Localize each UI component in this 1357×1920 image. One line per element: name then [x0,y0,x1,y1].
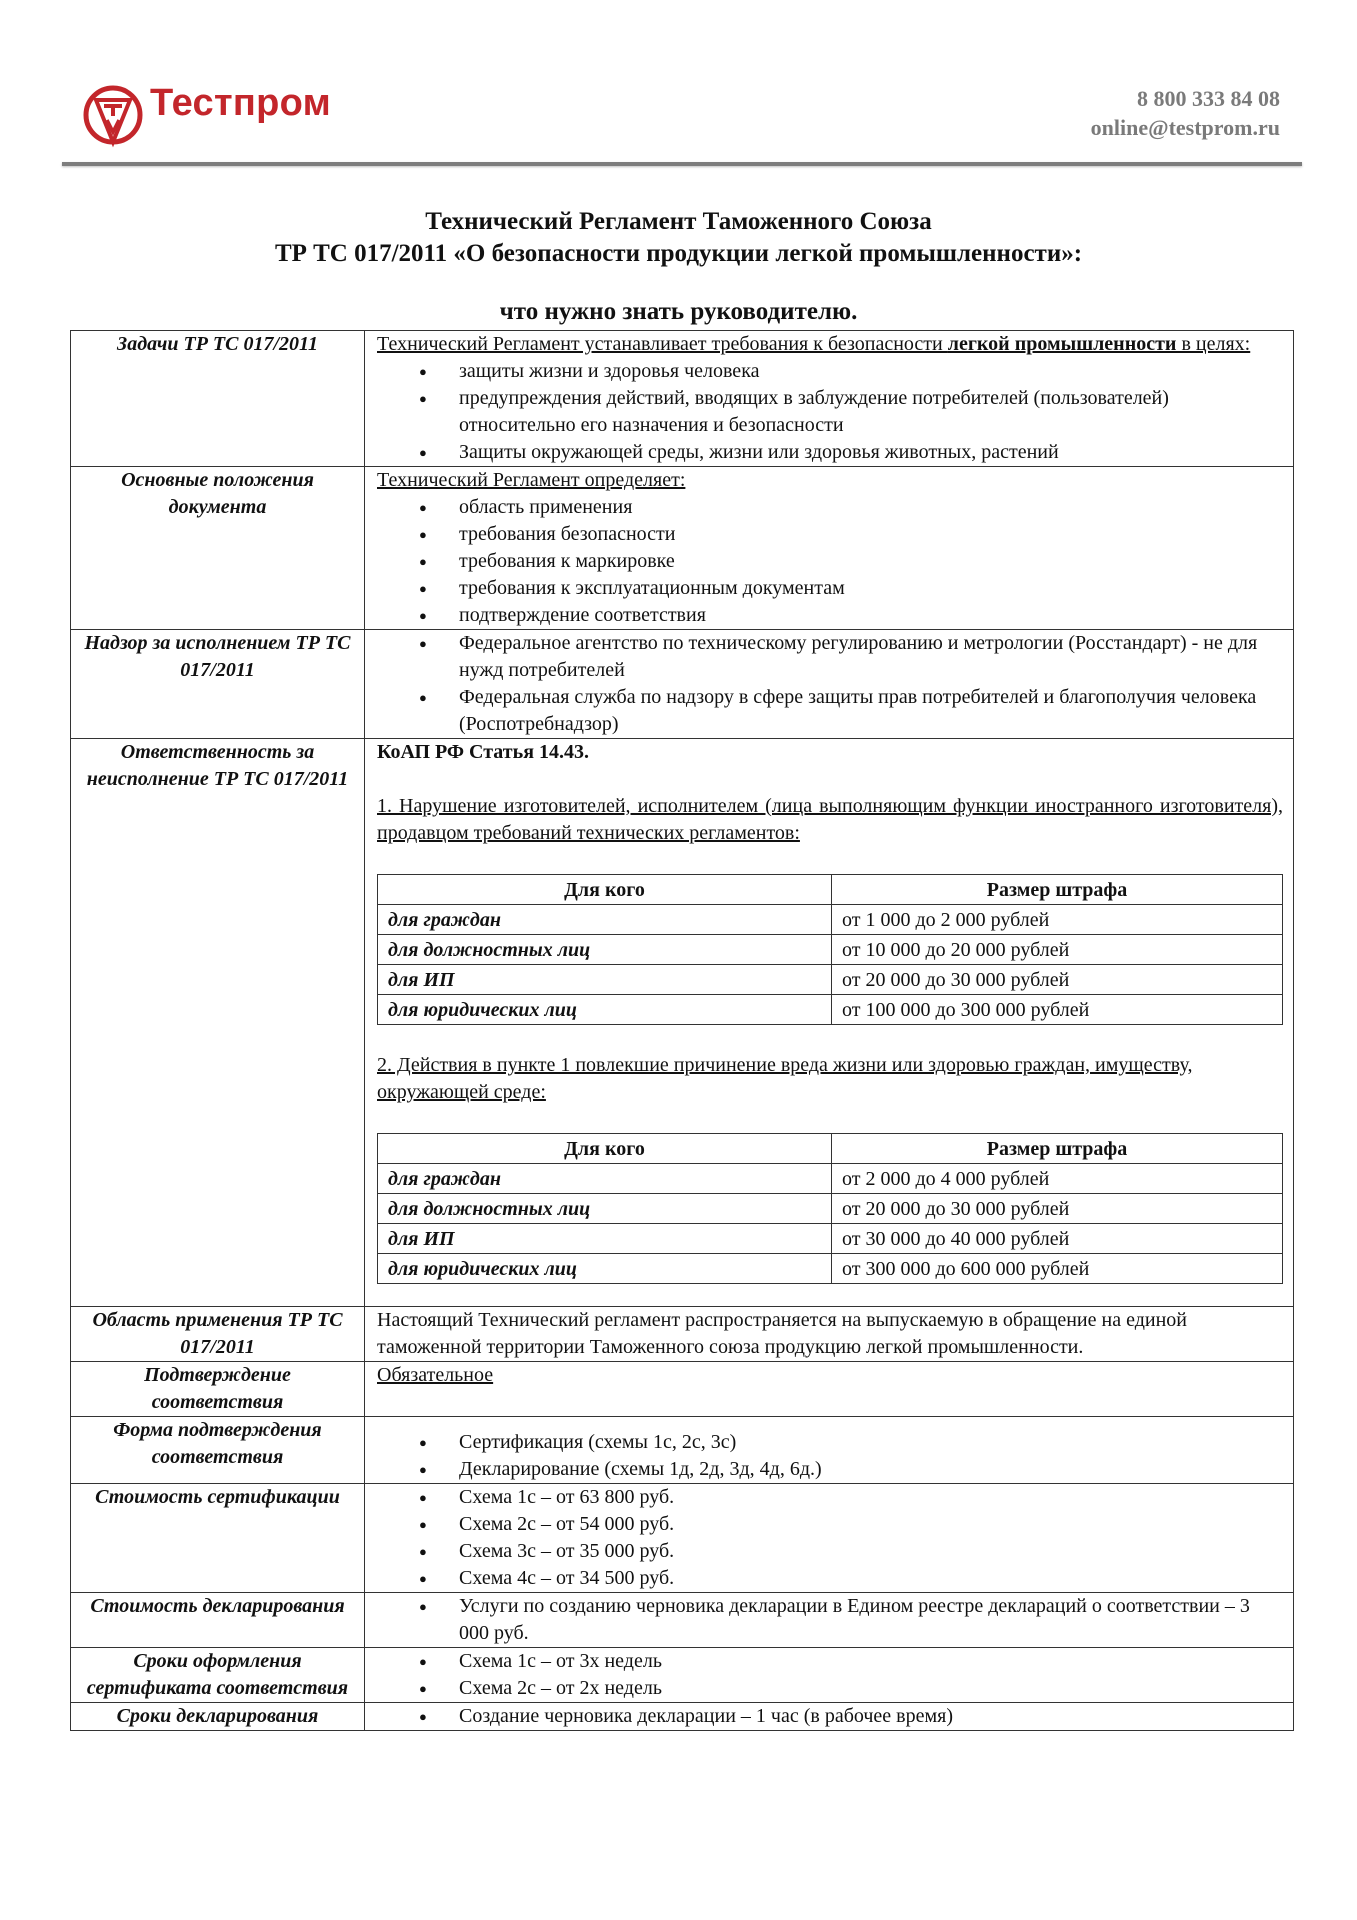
provisions-intro: Технический Регламент определяет: [377,469,686,491]
row-cert-cost [71,1484,1294,1593]
row-form [71,1417,1294,1484]
tasks-intro-end: в целях: [1176,333,1251,355]
row-content [365,1593,1294,1648]
cert-terms-list [377,1648,1283,1702]
fine-who: для должностных лиц [378,935,832,965]
row-label: Основные положения документа [71,467,365,630]
list-item: ● Сертификация (схемы 1с, 2с, 3с) [377,1429,1283,1456]
title-line-2: ТР ТС 017/2011 «О безопасности продукции легкой промышленности»: [274,240,1083,267]
col-fine-header: Размер штрафа [832,1134,1283,1164]
fine-amount: от 100 000 до 300 000 рублей [832,995,1283,1025]
list-item: ● Услуги по созданию черновика декларации в Едином реестре деклараций о соответствии – 3 000 руб. [377,1593,1283,1647]
fine-who: для граждан [378,1164,832,1194]
list-item: ● требования безопасности [377,521,1283,548]
table-row [378,1224,1283,1254]
table-header-row [378,1134,1283,1164]
fine-amount: от 20 000 до 30 000 рублей [832,965,1283,995]
row-content [365,467,1294,630]
list-item: ● Схема 2с – от 54 000 руб. [377,1511,1283,1538]
list-item: ● Схема 2с – от 2х недель [377,1675,1283,1702]
row-decl-terms [71,1703,1294,1731]
contacts [1091,84,1280,142]
row-scope [71,1307,1294,1362]
row-content [365,1417,1294,1484]
koap-article: КоАП РФ Статья 14.43. [377,741,590,763]
fines-table-1 [377,874,1283,1025]
confirmation-value: Обязательное [377,1364,494,1386]
list-item: ● предупреждения действий, вводящих в заблуждение потребителей (пользователей) относительно его назначения и безопасности [377,385,1283,439]
decl-cost-list [377,1593,1283,1647]
row-label: Сроки оформления сертификата соответствия [71,1648,365,1703]
list-item: ● требования к маркировке [377,548,1283,575]
table-row [378,935,1283,965]
row-supervision [71,630,1294,739]
table-row [378,1254,1283,1284]
fine-amount: от 300 000 до 600 000 рублей [832,1254,1283,1284]
list-item: ● Федеральная служба по надзору в сфере защиты прав потребителей и благополучия человека (Роспотребнадзор) [377,684,1283,738]
col-fine-header: Размер штрафа [832,875,1283,905]
tasks-intro [377,331,1283,358]
row-provisions [71,467,1294,630]
table-row [378,1164,1283,1194]
table-row [378,965,1283,995]
row-label: Надзор за исполнением ТР ТС 017/2011 [71,630,365,739]
phone-number: 8 800 333 84 08 [1137,86,1280,111]
row-content [365,1484,1294,1593]
fine-who: для граждан [378,905,832,935]
email-address: online@testprom.ru [1090,115,1280,140]
provisions-list [377,494,1283,629]
fine-amount: от 30 000 до 40 000 рублей [832,1224,1283,1254]
fine-amount: от 1 000 до 2 000 рублей [832,905,1283,935]
row-label: Задачи ТР ТС 017/2011 [71,331,365,467]
form-list [377,1429,1283,1483]
fine-amount: от 2 000 до 4 000 рублей [832,1164,1283,1194]
fine-amount: от 10 000 до 20 000 рублей [832,935,1283,965]
row-label: Стоимость сертификации [71,1484,365,1593]
brand-name: Тестпром [150,82,332,124]
list-item: ● область применения [377,494,1283,521]
row-content [365,1703,1294,1731]
col-who-header: Для кого [378,875,832,905]
fine-who: для ИП [378,965,832,995]
cert-cost-list [377,1484,1283,1592]
list-item: ● подтверждение соответствия [377,602,1283,629]
table-header-row [378,875,1283,905]
fine-who: для юридических лиц [378,1254,832,1284]
row-liability [71,739,1294,1307]
row-content [365,331,1294,467]
list-item: ● Схема 3с – от 35 000 руб. [377,1538,1283,1565]
row-label: Стоимость декларирования [71,1593,365,1648]
list-item: ● требования к эксплуатационным документам [377,575,1283,602]
page-header [0,0,1357,170]
fine-who: для ИП [378,1224,832,1254]
row-content [365,1648,1294,1703]
list-item: ● Декларирование (схемы 1д, 2д, 3д, 4д, 6д.) [377,1456,1283,1483]
regulation-table [70,330,1294,1731]
fine-who: для юридических лиц [378,995,832,1025]
header-divider [62,162,1302,166]
table-row [378,905,1283,935]
row-content [365,630,1294,739]
col-who-header: Для кого [378,1134,832,1164]
list-item: ● Создание черновика декларации – 1 час (в рабочее время) [377,1703,1283,1730]
fines-table-2 [377,1133,1283,1284]
testprom-logo-icon [82,82,144,152]
row-label: Подтверждение соответствия [71,1362,365,1417]
table-row [378,995,1283,1025]
row-label: Сроки декларирования [71,1703,365,1731]
liability-point-1: 1. Нарушение изготовителей, исполнителем (лица выполняющим функции иностранного изготовителя), продавцом требований технических регламентов: [377,795,1283,844]
fine-amount: от 20 000 до 30 000 рублей [832,1194,1283,1224]
row-content [365,1362,1294,1417]
decl-terms-list [377,1703,1283,1730]
fine-who: для должностных лиц [378,1194,832,1224]
tasks-intro-text: Технический Регламент устанавливает требования к безопасности [377,333,948,355]
row-cert-terms [71,1648,1294,1703]
row-tasks [71,331,1294,467]
table-row [378,1194,1283,1224]
row-label: Область применения ТР ТС 017/2011 [71,1307,365,1362]
tasks-list [377,358,1283,466]
row-content [365,739,1294,1307]
title-line-3: что нужно знать руководителю. [499,298,858,325]
row-label: Форма подтверждения соответствия [71,1417,365,1484]
row-confirmation [71,1362,1294,1417]
list-item: ● защиты жизни и здоровья человека [377,358,1283,385]
list-item: ● Схема 1с – от 63 800 руб. [377,1484,1283,1511]
list-item: ● Схема 1с – от 3х недель [377,1648,1283,1675]
list-item: ● Федеральное агентство по техническому регулированию и метрологии (Росстандарт) - не для нужд потребителей [377,630,1283,684]
list-item: ● Схема 4с – от 34 500 руб. [377,1565,1283,1592]
title-line-1: Технический Регламент Таможенного Союза [425,208,932,235]
document-title [0,206,1357,328]
supervision-list [377,630,1283,738]
list-item: ● Защиты окружающей среды, жизни или здоровья животных, растений [377,439,1283,466]
row-label: Ответственность за неисполнение ТР ТС 017/2011 [71,739,365,1307]
scope-text: Настоящий Технический регламент распространяется на выпускаемую в обращение на единой таможенной территории Таможенного союза продукцию легкой промышленности. [365,1307,1294,1362]
row-decl-cost [71,1593,1294,1648]
tasks-intro-bold: легкой промышленности [947,333,1177,355]
liability-point-2: 2. Действия в пункте 1 повлекшие причинение вреда жизни или здоровью граждан, имуществу, окружающей среде: [377,1054,1193,1103]
